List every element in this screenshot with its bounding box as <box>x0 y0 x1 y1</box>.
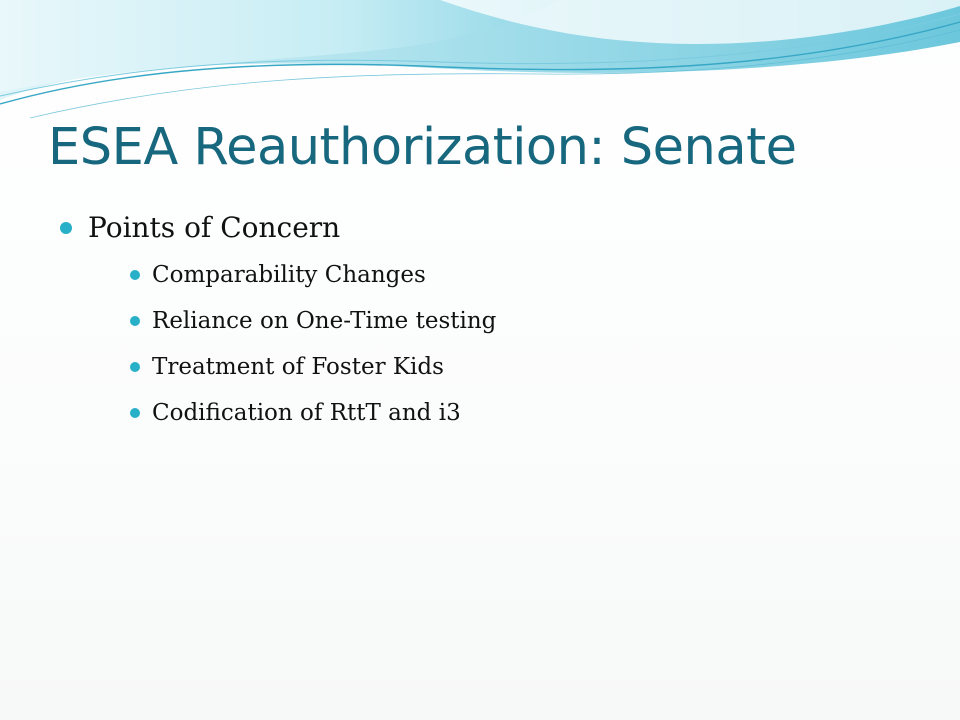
bullet-label: Points of Concern <box>88 211 341 244</box>
bullet-dot-icon <box>60 222 72 234</box>
slide-title: ESEA Reauthorization: Senate <box>48 118 797 177</box>
sub-bullet-item-codification <box>88 390 920 436</box>
sub-bullet-item-comparability-changes <box>88 252 920 298</box>
bullet-dot-icon <box>130 316 140 326</box>
header-wave-decoration <box>0 0 960 120</box>
slide-body <box>60 206 920 436</box>
sub-bullet-item-reliance-on-testing <box>88 298 920 344</box>
bullet-dot-icon <box>130 270 140 280</box>
bullet-item-points-of-concern <box>60 206 920 436</box>
sub-bullet-list <box>88 252 920 436</box>
bullet-dot-icon <box>130 408 140 418</box>
sub-bullet-label: Codification of RttT and i3 <box>152 400 461 426</box>
sub-bullet-item-foster-kids <box>88 344 920 390</box>
sub-bullet-label: Reliance on One-Time testing <box>152 308 497 334</box>
bullet-list <box>60 206 920 436</box>
bullet-dot-icon <box>130 362 140 372</box>
sub-bullet-label: Comparability Changes <box>152 262 426 288</box>
sub-bullet-label: Treatment of Foster Kids <box>152 354 444 380</box>
